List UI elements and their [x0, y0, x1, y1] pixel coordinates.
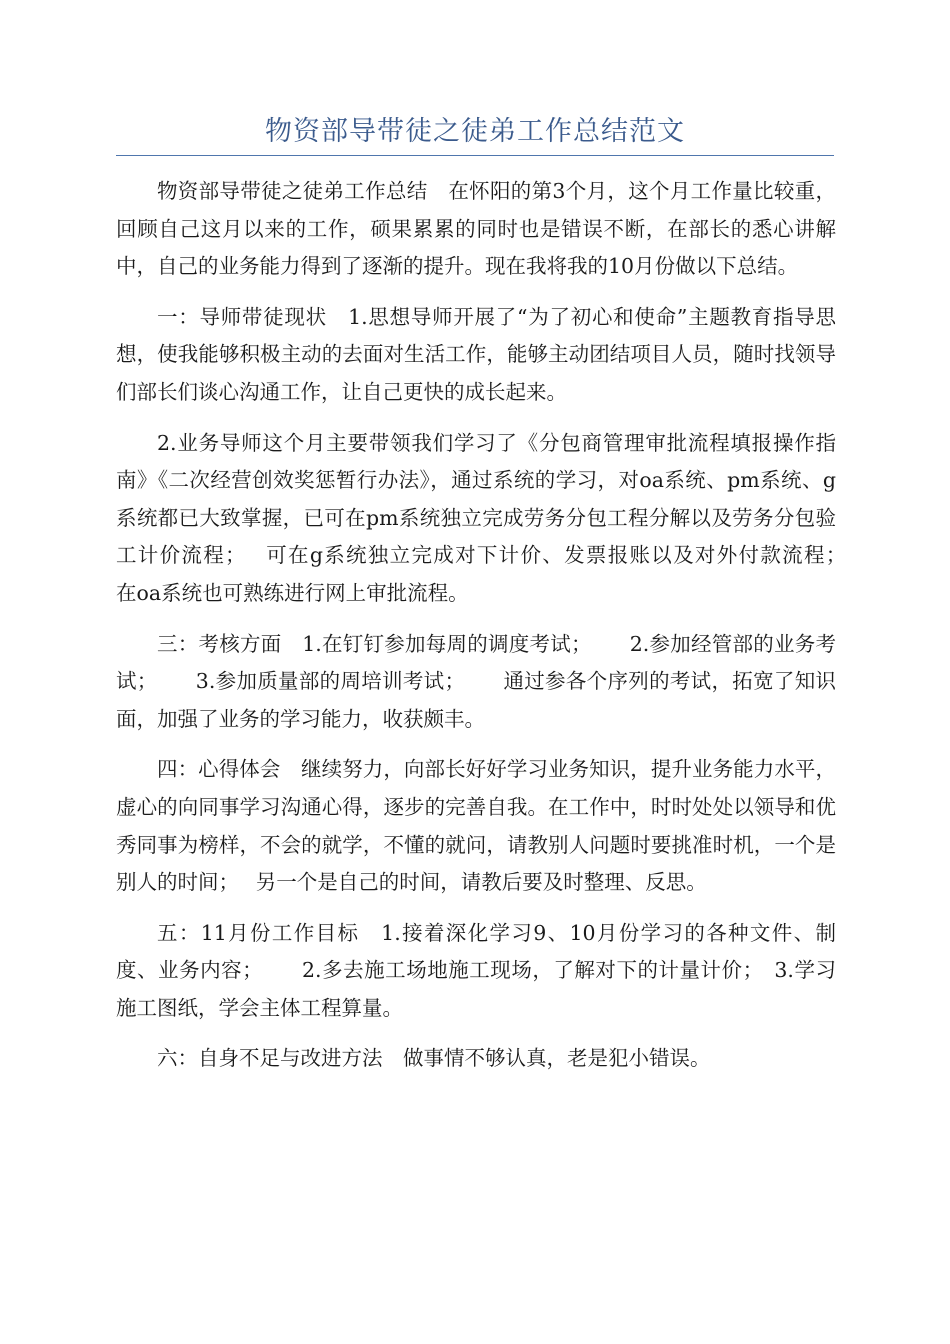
paragraph-assessment: 三：考核方面 1.在钉钉参加每周的调度考试； 2.参加经管部的业务考试； 3.参加质量部的周培训考试； 通过参各个序列的考试，拓宽了知识面，加强了业务的学习能力，收获颇丰。: [116, 631, 836, 731]
paragraph-november-goals: 五：11月份工作目标 1.接着深化学习9、10月份学习的各种文件、制度、业务内容； 2.多去施工场地施工现场，了解对下的计量计价； 3.学习施工图纸，学会主体工程算量。: [116, 920, 836, 1020]
document-title: 物资部导带徒之徒弟工作总结范文: [265, 116, 685, 147]
paragraph-shortcomings: 六：自身不足与改进方法 做事情不够认真，老是犯小错误。: [157, 1046, 711, 1071]
paragraph-experience: 四：心得体会 继续努力，向部长好好学习业务知识，提升业务能力水平，虚心的向同事学习沟通心得，逐步的完善自我。在工作中，时时处处以领导和优秀同事为榜样，不会的就学，不懂的就问，请教别人问题时要挑准时机，一个是别人的时间； 另一个是自己的时间，请教后要及时整理、反思。: [116, 757, 836, 895]
paragraph-business-mentor: 2.业务导师这个月主要带领我们学习了《分包商管理审批流程填报操作指南》《二次经营创效奖惩暂行办法》，通过系统的学习，对oa系统、pm系统、g系统都已大致掌握，已可在pm系统独立完成劳务分包工程分解以及劳务分包验工计价流程； 可在g系统独立完成对下计价、发票报账以及对外付款流程； 在oa系统也可熟练进行网上审批流程。: [116, 430, 864, 605]
paragraph-mentor-status: 一：导师带徒现状 1.思想导师开展了“为了初心和使命”主题教育指导思想，使我能够积极主动的去面对生活工作，能够主动团结项目人员，随时找领导们部长们谈心沟通工作，让自己更快的成长起来。: [116, 304, 836, 404]
title-underline: [116, 155, 834, 156]
document-body: [116, 173, 864, 1078]
paragraph-intro: 物资部导带徒之徒弟工作总结 在怀阳的第3个月，这个月工作量比较重，回顾自己这月以来的工作，硕果累累的同时也是错误不断，在部长的悉心讲解中，自己的业务能力得到了逐渐的提升。现在我将我的10月份做以下总结。: [116, 179, 836, 279]
